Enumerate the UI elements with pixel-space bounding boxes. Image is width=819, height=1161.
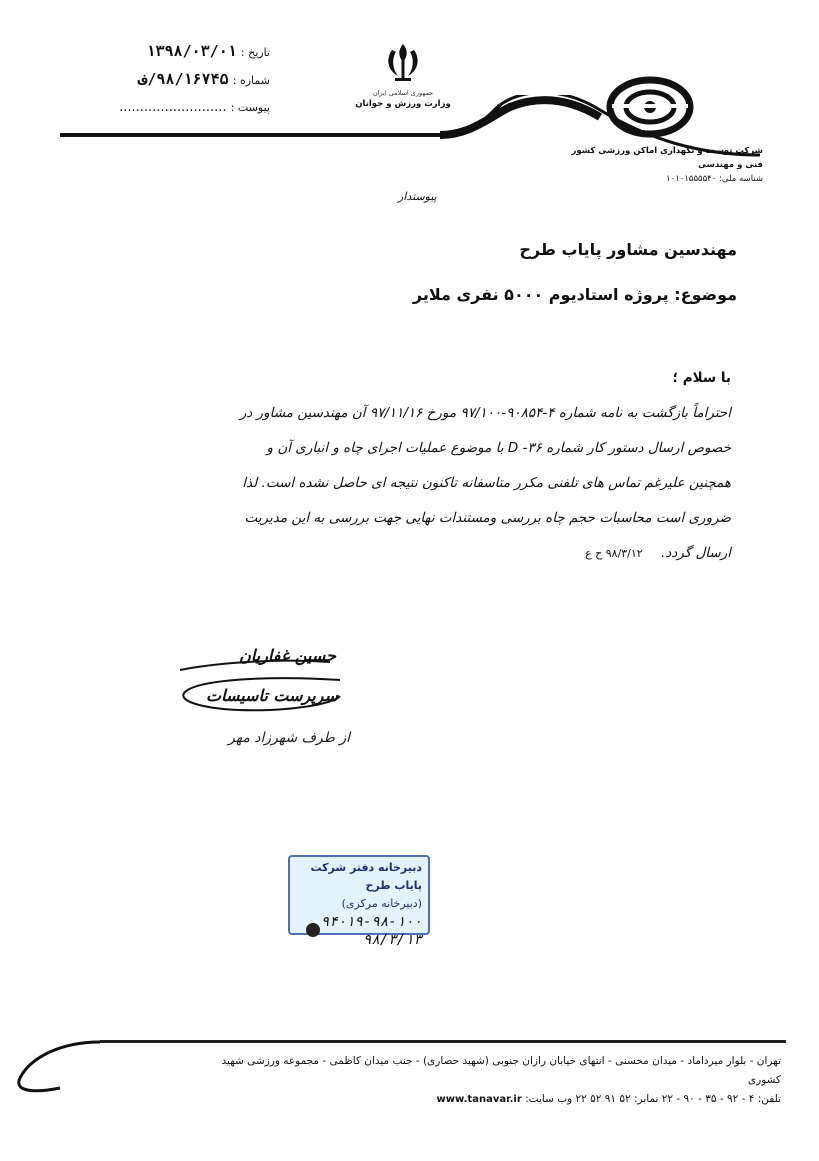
footer-website: www.tanavar.ir (436, 1094, 522, 1105)
handwritten-note: از طرف شهرزاد مهر (228, 730, 350, 746)
letter-line: خصوص ارسال دستور کار شماره ۳۶- D با موضوع عملیات اجرای چاه و انباری آن و (266, 440, 731, 456)
letter-line: ارسال گردد. (661, 545, 731, 561)
letter-body (91, 396, 731, 571)
attachment-label: پیوست : (230, 101, 270, 114)
attachment-value: .......................... (119, 100, 227, 115)
stamp-line1: دبیرخانه دفتر شرکت پایاب طرح (310, 861, 422, 892)
signature-block (150, 640, 350, 760)
attachment-mark: پیوستدار (398, 190, 437, 203)
iran-emblem-icon (378, 40, 428, 84)
footer-divider (100, 1040, 786, 1043)
number-label: شماره : (232, 74, 270, 87)
stamp-date: ۹۸/۳/۱۳ (362, 932, 422, 948)
ministry-line1: جمهوری اسلامی ایران (372, 89, 434, 97)
letter-line: احتراماً بازگشت به نامه شماره ۴-۹۰۸۵۴-۹۷/۱۰۰ مورخ ۹۷/۱۱/۱۶ آن مهندسین مشاور در (239, 405, 731, 421)
signatory-title: سرپرست تاسیسات (206, 686, 338, 705)
footer-phone: تلفن: ۴ - ۹۲ - ۳۵ - ۹۰ - ۲۲ نمابر: ۵۲ ۹۱ ۵۲ ۲۲ وب سایت: (525, 1093, 781, 1105)
company-logo-icon (606, 76, 694, 138)
company-line2: فنی و مهندسی (697, 160, 763, 170)
ministry-line2: وزارت ورزش و جوانان (355, 99, 451, 109)
margin-note: ۹۸/۳/۱۲ ح ع (585, 547, 643, 560)
stamp-number: ۹۴۰۱۹-۹۸-۱۰۰ (320, 914, 422, 930)
company-line1: شرکت توسعه و نگهداری اماکن ورزشی کشور (571, 146, 763, 156)
stamp-dot-icon (306, 923, 320, 937)
footer (221, 1052, 781, 1109)
date-label: تاریخ : (240, 46, 270, 59)
number-row (80, 66, 270, 94)
signatory-name: حسین غفاریان (239, 646, 336, 665)
letter-line: ضروری است محاسبات حجم چاه بررسی ومستندات نهایی جهت بررسی به این مدیریت (244, 510, 731, 526)
salutation: با سلام ؛ (672, 370, 731, 386)
letter-line: همچنین علیرغم تماس های تلفنی مکرر متاسفانه تاکنون نتیجه ای حاصل نشده است. لذا (242, 475, 731, 491)
subject: موضوع: پروژه استادیوم ۵۰۰۰ نفری ملایر (412, 285, 737, 304)
date-row (80, 38, 270, 66)
date-value: ۱۳۹۸/۰۳/۰۱ (146, 42, 237, 60)
footer-contact (221, 1090, 781, 1109)
number-value: ۹۸/۱۶۷۴۵/ف (138, 70, 229, 88)
stamp-line2: (دبیرخانه مرکزی) (341, 897, 422, 910)
footer-address: تهران - بلوار میرداماد - میدان محسنی - انتهای خیابان رازان جنوبی (شهید حصاری) - جنب میدان کاظمی - مجموعه ورزشی شهید کشوری (221, 1055, 781, 1086)
company-line3: شناسه ملی: ۱۰۱۰۱۵۵۵۵۴۰ (666, 174, 763, 184)
footer-curve (0, 1038, 230, 1098)
letter-line-last (91, 536, 731, 571)
recipient: مهندسین مشاور پایاب طرح (519, 240, 737, 259)
